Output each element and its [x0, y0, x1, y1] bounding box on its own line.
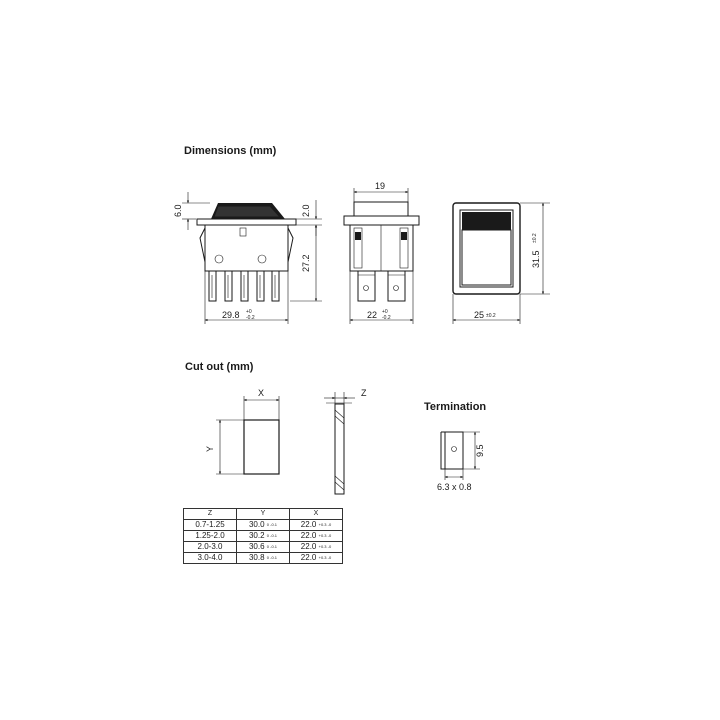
front-terminal-left: [358, 271, 375, 301]
cell-z: 3.0-4.0: [184, 553, 237, 564]
table-header-x: X: [290, 509, 343, 520]
dim-top-height-tol: ±0.2: [532, 233, 538, 243]
dim-front-width-tol-lower: -0.2: [382, 315, 391, 321]
side-flange: [197, 219, 296, 225]
cutout-rectangle: [244, 420, 279, 474]
cell-z: 0.7-1.25: [184, 520, 237, 531]
dim-front-width: 22: [367, 310, 378, 320]
table-header-y: Y: [237, 509, 290, 520]
termination-tab: [445, 432, 463, 469]
cell-z: 1.25-2.0: [184, 531, 237, 542]
dim-top-height: 31.5: [531, 250, 541, 268]
cell-y: 30.8 0 -0.1: [237, 553, 290, 564]
dim-top-width-tol: ±0.2: [486, 313, 496, 319]
cell-x: 22.0 +0.3 -0: [290, 531, 343, 542]
side-terminals: [209, 271, 279, 301]
side-housing: [205, 225, 288, 271]
front-flange: [344, 216, 419, 225]
side-view: [173, 192, 322, 324]
cutout-front: [205, 388, 279, 474]
cutout-title: Cut out (mm): [185, 361, 254, 373]
front-rocker: [354, 202, 408, 216]
cell-y: 30.0 0 -0.1: [237, 520, 290, 531]
cell-z: 2.0-3.0: [184, 542, 237, 553]
cutout-z-label: Z: [361, 388, 367, 398]
dim-side-27: 27.2: [301, 254, 311, 272]
front-terminal-right: [388, 271, 405, 301]
cell-y: 30.2 0 -0.1: [237, 531, 290, 542]
termination-detail: [437, 432, 485, 492]
table-header-z: Z: [184, 509, 237, 520]
table-row: [184, 520, 343, 531]
table-row: [184, 531, 343, 542]
dim-side-width-tol-lower: -0.2: [246, 315, 255, 321]
dim-side-width: 29.8: [222, 310, 240, 320]
termination-height: 9.5: [475, 444, 485, 457]
termination-tab-size: 6.3 x 0.8: [437, 482, 472, 492]
front-view: [344, 181, 419, 324]
cutout-x-label: X: [258, 388, 265, 398]
cutout-section: [324, 388, 367, 494]
cutout-y-label: Y: [205, 445, 215, 452]
table-row: [184, 553, 343, 564]
cell-y: 30.6 0 -0.1: [237, 542, 290, 553]
dim-front-top: 19: [375, 181, 386, 191]
cell-x: 22.0 +0.3 -0: [290, 542, 343, 553]
dim-top-width: 25: [474, 310, 485, 320]
dim-side-6: 6.0: [173, 204, 183, 217]
dim-side-2: 2.0: [301, 204, 311, 217]
top-rocker-dark: [462, 212, 511, 230]
dim-front-width-tol-upper: +0: [382, 309, 388, 315]
cutout-table: [183, 508, 343, 564]
cell-x: 22.0 +0.3 -0: [290, 520, 343, 531]
dimensions-title: Dimensions (mm): [184, 145, 277, 157]
table-row: [184, 542, 343, 553]
front-housing: [350, 225, 413, 271]
table-header-row: [184, 509, 343, 520]
top-view: [453, 203, 550, 324]
dim-side-width-tol-upper: +0: [246, 309, 252, 315]
cell-x: 22.0 +0.3 -0: [290, 553, 343, 564]
termination-title: Termination: [424, 401, 487, 413]
